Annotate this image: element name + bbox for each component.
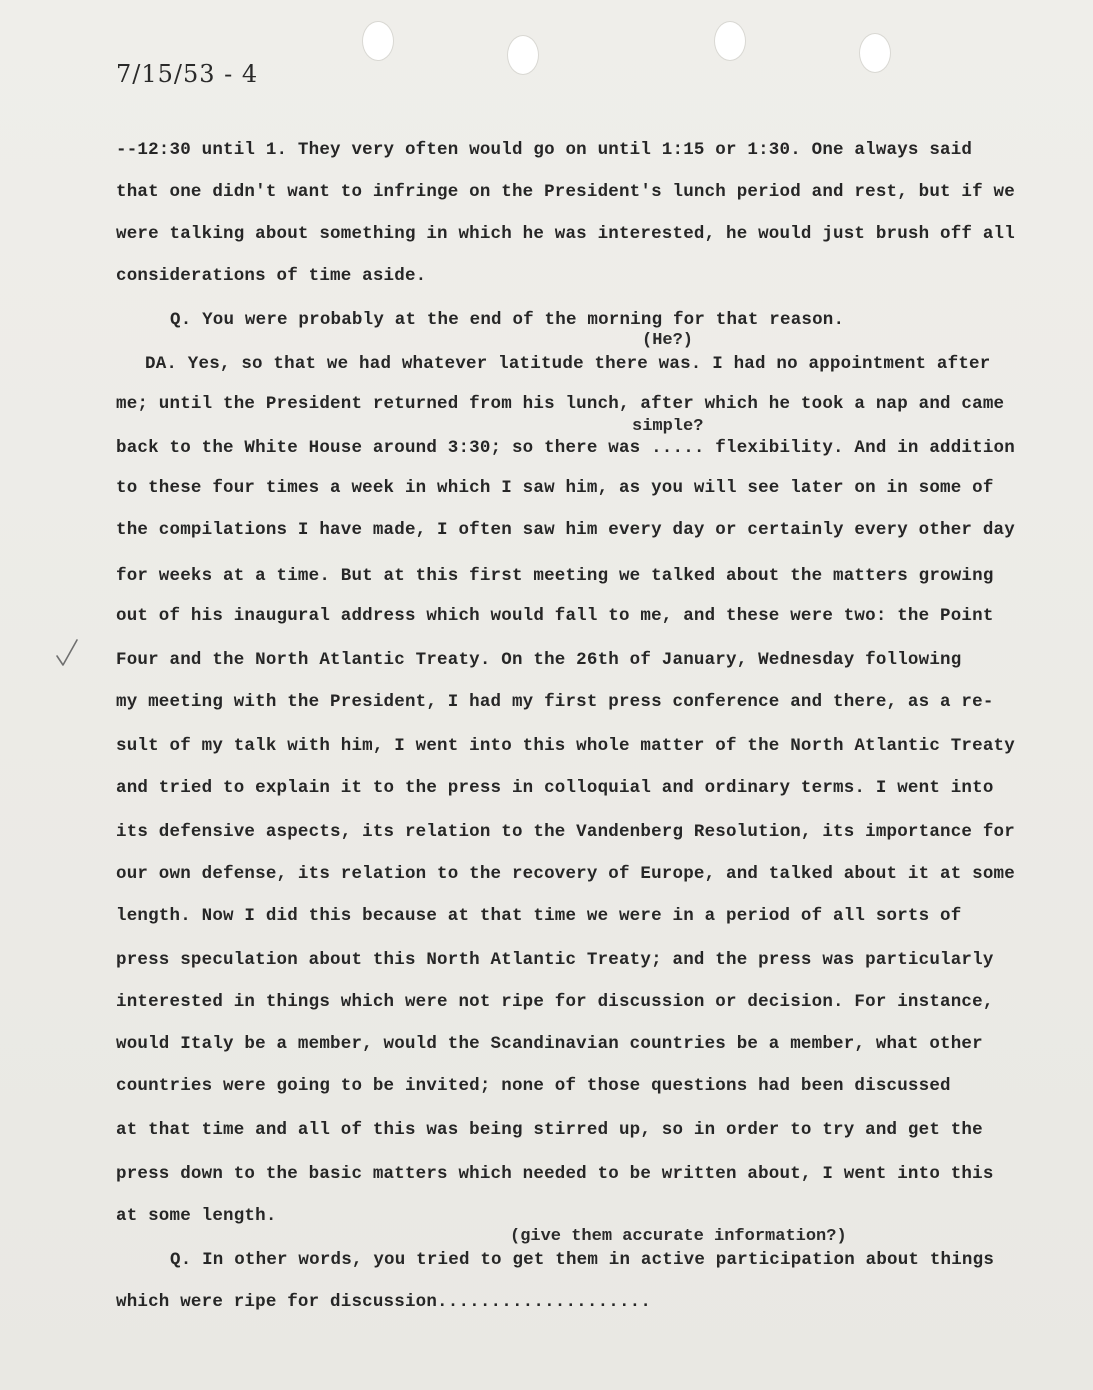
text-line: press speculation about this North Atlantic Treaty; and the press was particularly bbox=[116, 950, 994, 970]
text-line: considerations of time aside. bbox=[116, 266, 427, 286]
text-line: that one didn't want to infringe on the President's lunch period and rest, but if we bbox=[116, 182, 1015, 202]
text-line: would Italy be a member, would the Scandinavian countries be a member, what other bbox=[116, 1034, 983, 1054]
text-line: back to the White House around 3:30; so there was ..... flexibility. And in addition bbox=[116, 438, 1015, 458]
text-line: which were ripe for discussion.................... bbox=[116, 1292, 652, 1312]
binder-hole-1 bbox=[363, 22, 393, 60]
handwritten-note-accurate: (give them accurate information?) bbox=[510, 1227, 847, 1246]
binder-hole-2 bbox=[508, 36, 538, 74]
text-line: Q. You were probably at the end of the morning for that reason. bbox=[170, 310, 845, 330]
text-line: for weeks at a time. But at this first meeting we talked about the matters growing bbox=[116, 566, 994, 586]
handwritten-note-simple: simple? bbox=[632, 417, 704, 436]
text-line: at some length. bbox=[116, 1206, 277, 1226]
text-line: sult of my talk with him, I went into this whole matter of the North Atlantic Treaty bbox=[116, 736, 1015, 756]
text-line: were talking about something in which he was interested, he would just brush off all bbox=[116, 224, 1015, 244]
text-line: its defensive aspects, its relation to the Vandenberg Resolution, its importance for bbox=[116, 822, 1015, 842]
text-line: and tried to explain it to the press in colloquial and ordinary terms. I went into bbox=[116, 778, 994, 798]
text-line: Four and the North Atlantic Treaty. On the 26th of January, Wednesday following bbox=[116, 650, 962, 670]
text-line: --12:30 until 1. They very often would go on until 1:15 or 1:30. One always said bbox=[116, 140, 973, 160]
text-line: length. Now I did this because at that time we were in a period of all sorts of bbox=[116, 906, 962, 926]
text-line: the compilations I have made, I often saw him every day or certainly every other day bbox=[116, 520, 1015, 540]
text-line: Q. In other words, you tried to get them in active participation about things bbox=[170, 1250, 995, 1270]
text-line: interested in things which were not ripe for discussion or decision. For instance, bbox=[116, 992, 994, 1012]
text-line: out of his inaugural address which would fall to me, and these were two: the Point bbox=[116, 606, 994, 626]
text-line: DA. Yes, so that we had whatever latitude there was. I had no appointment after bbox=[145, 354, 991, 374]
text-line: to these four times a week in which I saw him, as you will see later on in some of bbox=[116, 478, 994, 498]
page-header: 7/15/53 - 4 bbox=[116, 60, 259, 88]
binder-hole-4 bbox=[860, 34, 890, 72]
text-line: my meeting with the President, I had my first press conference and there, as a re- bbox=[116, 692, 994, 712]
text-line: press down to the basic matters which needed to be written about, I went into this bbox=[116, 1164, 994, 1184]
text-line: our own defense, its relation to the recovery of Europe, and talked about it at some bbox=[116, 864, 1015, 884]
binder-hole-3 bbox=[715, 22, 745, 60]
handwritten-note-he: (He?) bbox=[642, 331, 694, 350]
text-line: countries were going to be invited; none of those questions had been discussed bbox=[116, 1076, 951, 1096]
text-line: at that time and all of this was being stirred up, so in order to try and get the bbox=[116, 1120, 983, 1140]
text-line: me; until the President returned from his lunch, after which he took a nap and came bbox=[116, 394, 1005, 414]
margin-checkmark-icon bbox=[55, 638, 79, 668]
